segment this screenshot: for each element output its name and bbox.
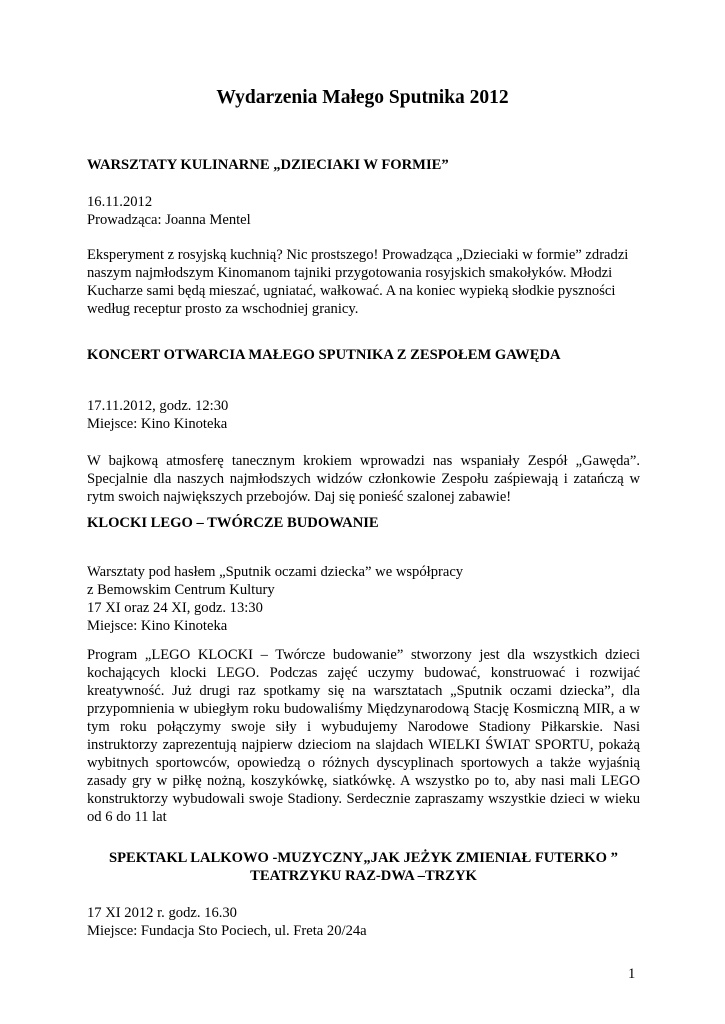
- body-line: zasady gry w piłkę nożną, koszykówkę, siatkówkę. A wszystko po to, aby nasi mali LEGO: [87, 773, 640, 789]
- page-number: 1: [628, 966, 636, 982]
- event-date: 17 XI 2012 r. godz. 16.30: [87, 905, 237, 921]
- section-heading-puppet-show-line2: TEATRZYKU RAZ-DWA –TRZYK: [250, 868, 477, 884]
- section-heading-puppet-show: SPEKTAKL LALKOWO -MUZYCZNY„JAK JEŻYK ZMIENIAŁ FUTERKO ”: [109, 850, 618, 866]
- body-line: od 6 do 11 lat: [87, 809, 167, 825]
- section-heading-concert: KONCERT OTWARCIA MAŁEGO SPUTNIKA Z ZESPOŁEM GAWĘDA: [87, 347, 561, 363]
- event-info-line: Warsztaty pod hasłem „Sputnik oczami dziecka” we współpracy: [87, 564, 464, 580]
- section-heading-culinary: WARSZTATY KULINARNE „DZIECIAKI W FORMIE”: [87, 157, 449, 173]
- section-heading-lego: KLOCKI LEGO – TWÓRCZE BUDOWANIE: [87, 515, 379, 531]
- body-line: według receptur prosto za wschodniej granicy.: [87, 301, 359, 317]
- body-line: wybitnych sportowców, opowiedzą o różnych dyscyplinach sportowych a także wyjaśnią: [87, 755, 640, 771]
- event-host: Prowadząca: Joanna Mentel: [87, 212, 251, 228]
- event-venue: Miejsce: Kino Kinoteka: [87, 416, 228, 432]
- event-venue: Miejsce: Fundacja Sto Pociech, ul. Freta 20/24a: [87, 923, 367, 939]
- body-line: W bajkową atmosferę tanecznym krokiem wprowadzi nas wspaniały Zespół „Gawęda”.: [87, 453, 640, 469]
- body-line: kochających klocki LEGO. Podczas zajęć uczymy budować, konstruować i rozwijać: [87, 665, 640, 681]
- event-date: 17.11.2012, godz. 12:30: [87, 398, 229, 414]
- body-line: tym roku połączymy swoje siły i wybudujemy Narodowe Stadiony Piłkarskie. Nasi: [87, 719, 640, 735]
- body-line: Specjalnie dla naszych najmłodszych widzów członkowie Zespołu zaśpiewają i zatańczą w: [87, 471, 640, 487]
- body-line: instruktorzy zaprezentują najpierw dzieciom na slajdach WIELKI ŚWIAT SPORTU, pokażą: [87, 737, 640, 753]
- body-line: naszym najmłodszym Kinomanom tajniki przygotowania rosyjskich smakołyków. Młodzi: [87, 265, 613, 281]
- event-info-line: z Bemowskim Centrum Kultury: [87, 582, 275, 598]
- body-line: przypomnienia w ubiegłym roku budowaliśmy Międzynarodową Stację Kosmiczną MIR, a w: [87, 701, 640, 717]
- body-line: konstruktorzy wybudowali swoje Stadiony. Serdecznie zapraszamy wszystkie dzieci w wieku: [87, 791, 640, 807]
- body-line: Program „LEGO KLOCKI – Twórcze budowanie” stworzony jest dla wszystkich dzieci: [87, 647, 640, 663]
- document-title: Wydarzenia Małego Sputnika 2012: [216, 87, 509, 108]
- event-date: 17 XI oraz 24 XI, godz. 13:30: [87, 600, 263, 616]
- body-line: Eksperyment z rosyjską kuchnią? Nic prostszego! Prowadząca „Dzieciaki w formie” zdradzi: [87, 247, 629, 263]
- event-venue: Miejsce: Kino Kinoteka: [87, 618, 228, 634]
- event-date: 16.11.2012: [87, 194, 153, 210]
- body-line: kreatywność. Już drugi raz spotkamy się na warsztatach „Sputnik oczami dziecka”, dla: [87, 683, 640, 699]
- body-line: rytm swoich największych przebojów. Daj się ponieść szalonej zabawie!: [87, 489, 512, 505]
- body-line: Kucharze sami będą mieszać, ugniatać, wałkować. A na koniec wypieką słodkie pyszności: [87, 283, 616, 299]
